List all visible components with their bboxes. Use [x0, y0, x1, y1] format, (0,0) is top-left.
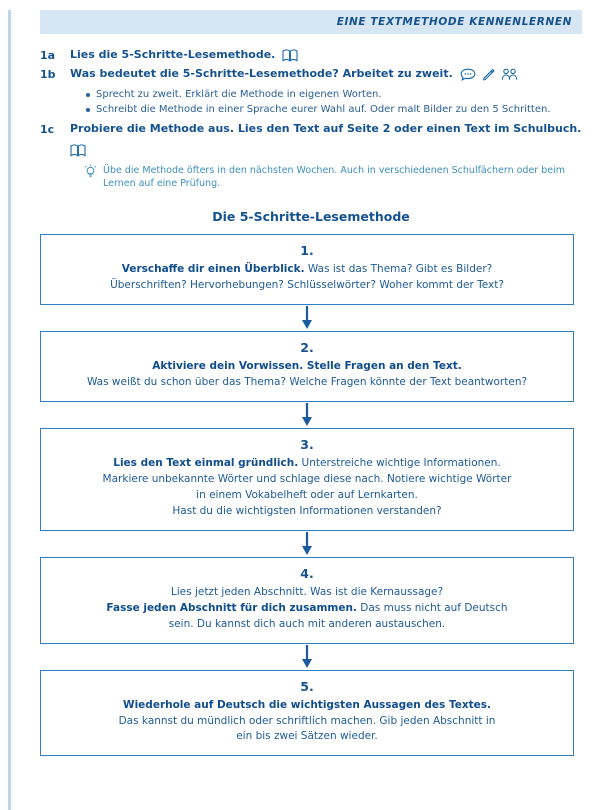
task-body: [70, 122, 582, 157]
left-margin-rule: [8, 10, 11, 810]
flow-step-segment: Überschriften? Hervorhebungen? Schlüsselwörter? Woher kommt der Text?: [110, 279, 504, 292]
task-bullet-list: [70, 87, 582, 118]
task-instruction: Probiere die Methode aus. Lies den Text auf Seite 2 oder einen Text im Schulbuch.: [70, 121, 582, 135]
flow-step-line: [55, 488, 559, 504]
page-title: EINE TEXTMETHODE KENNENLERNEN: [336, 16, 572, 28]
flow-step-segment: Hast du die wichtigsten Informationen verstanden?: [172, 504, 442, 517]
flow-step-segment: Markiere unbekannte Wörter und schlage diese nach. Notiere wichtige Wörter: [102, 472, 512, 485]
header-band: [40, 10, 582, 34]
book-icon: [282, 49, 298, 62]
flow-step-segment: Lies jetzt jeden Abschnitt. Was ist die Kernaussage?: [170, 585, 444, 598]
task-instruction-line: [70, 67, 582, 82]
flow-step-line: [55, 375, 559, 391]
flow-step-line: [55, 698, 559, 714]
flow-title: Die 5-Schritte-Lesemethode: [212, 209, 410, 225]
arrow-down-icon: [40, 305, 574, 331]
flow-step-number: 1.: [300, 243, 314, 259]
pencil-icon: [482, 68, 495, 81]
task-icon-group: [70, 144, 86, 157]
flow-step-line: [55, 729, 559, 745]
flow-step-segment: Das muss nicht auf Deutsch: [356, 601, 508, 614]
arrow-down-icon: [40, 402, 574, 428]
task-instruction: Was bedeutet die 5-Schritte-Lesemethode? Arbeitet zu zweit.: [70, 66, 453, 80]
flow-step-text: [55, 262, 559, 294]
flow-step-segment: Unterstreiche wichtige Informationen.: [298, 456, 501, 469]
list-item: Schreibt die Methode in einer Sprache eurer Wahl auf. Oder malt Bilder zu den 5 Schritten.: [86, 102, 582, 118]
task-list: [40, 48, 582, 191]
flow-step-line: [55, 456, 559, 472]
task-icon-group: [282, 49, 298, 62]
task-icon-group: [460, 68, 518, 81]
flow-step-emphasis: Lies den Text einmal gründlich.: [113, 456, 299, 469]
flow-step-text: [55, 456, 559, 520]
tip-note: [48, 164, 582, 192]
task-item: [40, 67, 582, 118]
flow-step-number: 3.: [300, 436, 314, 452]
arrow-down-icon: [40, 531, 574, 557]
flow-step-line: [55, 504, 559, 520]
list-item: Sprecht zu zweit. Erklärt die Methode in eigenen Worten.: [86, 87, 582, 103]
task-number: 1c: [40, 122, 55, 136]
flow-diagram: [40, 234, 574, 756]
flow-step-emphasis: Fasse jeden Abschnitt für dich zusammen.: [106, 601, 357, 614]
task-item: [40, 122, 582, 157]
flow-step-number: 4.: [300, 565, 314, 581]
task-number: 1a: [40, 49, 56, 62]
flow-step-segment: Was weißt du schon über das Thema? Welche Fragen könnte der Text beantworten?: [86, 375, 528, 388]
flow-step-line: [55, 601, 559, 617]
flow-step-number: 2.: [300, 339, 314, 355]
task-body: [70, 48, 582, 63]
flow-step-box: [40, 331, 574, 402]
speech-bubble-icon: [460, 68, 476, 81]
flow-step-line: [55, 714, 559, 730]
flow-step-emphasis: Verschaffe dir einen Überblick.: [121, 263, 305, 276]
partner-work-icon: [501, 68, 518, 81]
flow-step-text: [55, 585, 559, 633]
task-instruction: Lies die 5-Schritte-Lesemethode.: [70, 48, 276, 61]
worksheet-page: [0, 10, 600, 810]
flow-step-number: 5.: [300, 678, 314, 694]
flow-step-line: [55, 617, 559, 633]
flow-step-emphasis: Aktiviere dein Vorwissen. Stelle Fragen an den Text.: [152, 359, 462, 372]
flow-step-box: [40, 234, 574, 305]
flow-step-line: [55, 278, 559, 294]
flow-step-line: [55, 585, 559, 601]
task-instruction-line: [70, 48, 582, 63]
task-number: 1b: [40, 67, 56, 81]
flow-step-segment: ein bis zwei Sätzen wieder.: [236, 730, 378, 743]
tip-text: Übe die Methode öfters in den nächsten Wochen. Auch in verschiedenen Schulfächern oder beim Lernen auf eine Prüfung.: [103, 164, 565, 190]
book-icon: [70, 144, 86, 157]
task-instruction-line: [70, 122, 582, 157]
flow-step-segment: Das kannst du mündlich oder schriftlich machen. Gib jeden Abschnitt in: [118, 714, 496, 727]
flow-step-segment: in einem Vokabelheft oder auf Lernkarten.: [196, 488, 418, 501]
flow-step-segment: Was ist das Thema? Gibt es Bilder?: [304, 263, 493, 276]
flow-step-text: [55, 359, 559, 391]
task-body: [70, 67, 582, 118]
flow-step-line: [55, 359, 559, 375]
lightbulb-icon: [84, 164, 97, 178]
flow-step-line: [55, 262, 559, 278]
flow-step-line: [55, 472, 559, 488]
flow-step-text: [55, 698, 559, 746]
flow-step-emphasis: Wiederhole auf Deutsch die wichtigsten Aussagen des Textes.: [123, 698, 491, 711]
flow-step-box: [40, 670, 574, 757]
flow-step-segment: sein. Du kannst dich auch mit anderen austauschen.: [168, 617, 446, 630]
flow-step-box: [40, 428, 574, 531]
arrow-down-icon: [40, 644, 574, 670]
flow-step-box: [40, 557, 574, 644]
task-item: [40, 48, 582, 63]
